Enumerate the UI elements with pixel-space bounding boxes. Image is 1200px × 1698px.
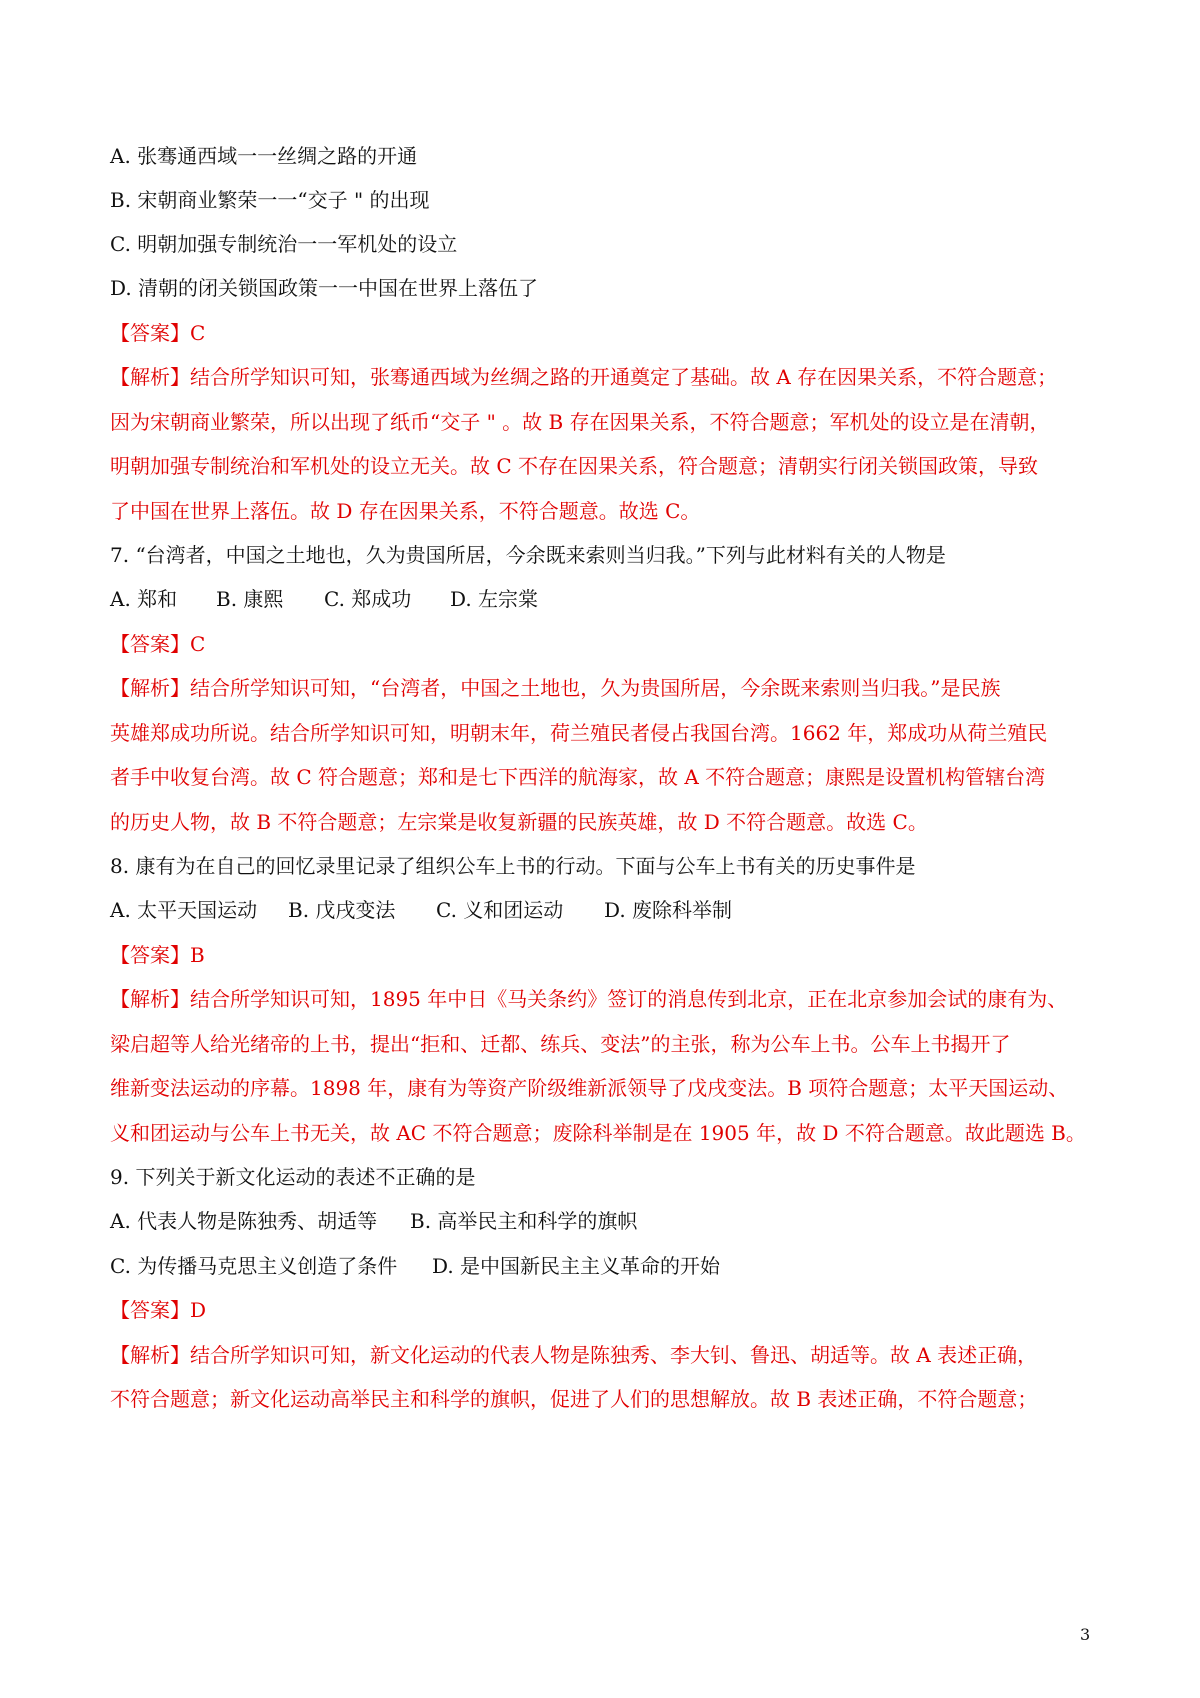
q8-answer: 【答案】B [110,943,205,967]
q9-option-b: B. 高举民主和科学的旗帜 [410,1209,638,1233]
q8-option-d: D. 废除科举制 [604,898,733,922]
q6-analysis-line-1: 【解析】结合所学知识可知，张骞通西域为丝绸之路的开通奠定了基础。故 A 存在因果关系，不符合题意； [110,365,1058,389]
page-number: 3 [1080,1625,1091,1644]
q8-analysis-line-3: 维新变法运动的序幕。1898 年，康有为等资产阶级维新派领导了戊戌变法。B 项符合题意；太平天国运动、 [110,1076,1069,1100]
q8-option-a: A. 太平天国运动 [110,898,258,922]
q9-question: 9. 下列关于新文化运动的表述不正确的是 [110,1165,476,1189]
q9-answer: 【答案】D [110,1298,207,1322]
q7-analysis-line-3: 者手中收复台湾。故 C 符合题意；郑和是七下西洋的航海家，故 A 不符合题意；康熙是设置机构管辖台湾 [110,765,1046,789]
q6-answer: 【答案】C [110,321,206,345]
q7-option-d: D. 左宗棠 [450,587,539,611]
q6-analysis-line-4: 了中国在世界上落伍。故 D 存在因果关系，不符合题意。故选 C。 [110,499,701,523]
q8-options [110,896,1100,924]
q9-options-row-1 [110,1207,1100,1235]
q6-analysis-line-2: 因为宋朝商业繁荣，所以出现了纸币“交子 " 。故 B 存在因果关系，不符合题意；军机处的设立是在清朝， [110,410,1050,434]
q9-option-a: A. 代表人物是陈独秀、胡适等 [110,1209,378,1233]
q9-options-row-2 [110,1252,1100,1280]
q7-options [110,585,1100,613]
q7-analysis-line-4: 的历史人物，故 B 不符合题意；左宗棠是收复新疆的民族英雄，故 D 不符合题意。故选 C。 [110,810,928,834]
q9-analysis-line-2: 不符合题意；新文化运动高举民主和科学的旗帜，促进了人们的思想解放。故 B 表述正确，不符合题意； [110,1387,1038,1411]
q7-question: 7. “台湾者，中国之土地也，久为贵国所居，今余既来索则当归我。”下列与此材料有关的人物是 [110,543,946,567]
q7-option-c: C. 郑成功 [324,587,412,611]
q8-analysis-line-4: 义和团运动与公车上书无关，故 AC 不符合题意；废除科举制是在 1905 年，故 D 不符合题意。故此题选 B。 [110,1121,1086,1145]
q6-option-b: B. 宋朝商业繁荣一一“交子 " 的出现 [110,188,430,212]
q9-option-d: D. 是中国新民主主义革命的开始 [432,1254,721,1278]
q6-option-c: C. 明朝加强专制统治一一军机处的设立 [110,232,458,256]
q6-analysis-line-3: 明朝加强专制统治和军机处的设立无关。故 C 不存在因果关系，符合题意；清朝实行闭关锁国政策，导致 [110,454,1039,478]
q6-option-a: A. 张骞通西域一一丝绸之路的开通 [110,144,418,168]
q9-analysis-line-1: 【解析】结合所学知识可知，新文化运动的代表人物是陈独秀、李大钊、鲁迅、胡适等。故 A 表述正确， [110,1343,1038,1367]
q7-option-a: A. 郑和 [110,587,178,611]
q8-option-c: C. 义和团运动 [436,898,564,922]
q9-option-c: C. 为传播马克思主义创造了条件 [110,1254,398,1278]
q7-analysis-line-2: 英雄郑成功所说。结合所学知识可知，明朝末年，荷兰殖民者侵占我国台湾。1662 年，郑成功从荷兰殖民 [110,721,1048,745]
q7-option-b: B. 康熙 [216,587,284,611]
q8-question: 8. 康有为在自己的回忆录里记录了组织公车上书的行动。下面与公车上书有关的历史事件是 [110,854,916,878]
q8-analysis-line-2: 梁启超等人给光绪帝的上书，提出“拒和、迁都、练兵、变法”的主张，称为公车上书。公车上书揭开了 [110,1032,1011,1056]
q7-analysis-line-1: 【解析】结合所学知识可知，“台湾者，中国之土地也，久为贵国所居，今余既来索则当归我。”是民族 [110,676,1001,700]
q8-analysis-line-1: 【解析】结合所学知识可知，1895 年中日《马关条约》签订的消息传到北京，正在北京参加会试的康有为、 [110,987,1068,1011]
q7-answer: 【答案】C [110,632,206,656]
q8-option-b: B. 戊戌变法 [288,898,396,922]
q6-option-d: D. 清朝的闭关锁国政策一一中国在世界上落伍了 [110,276,539,300]
